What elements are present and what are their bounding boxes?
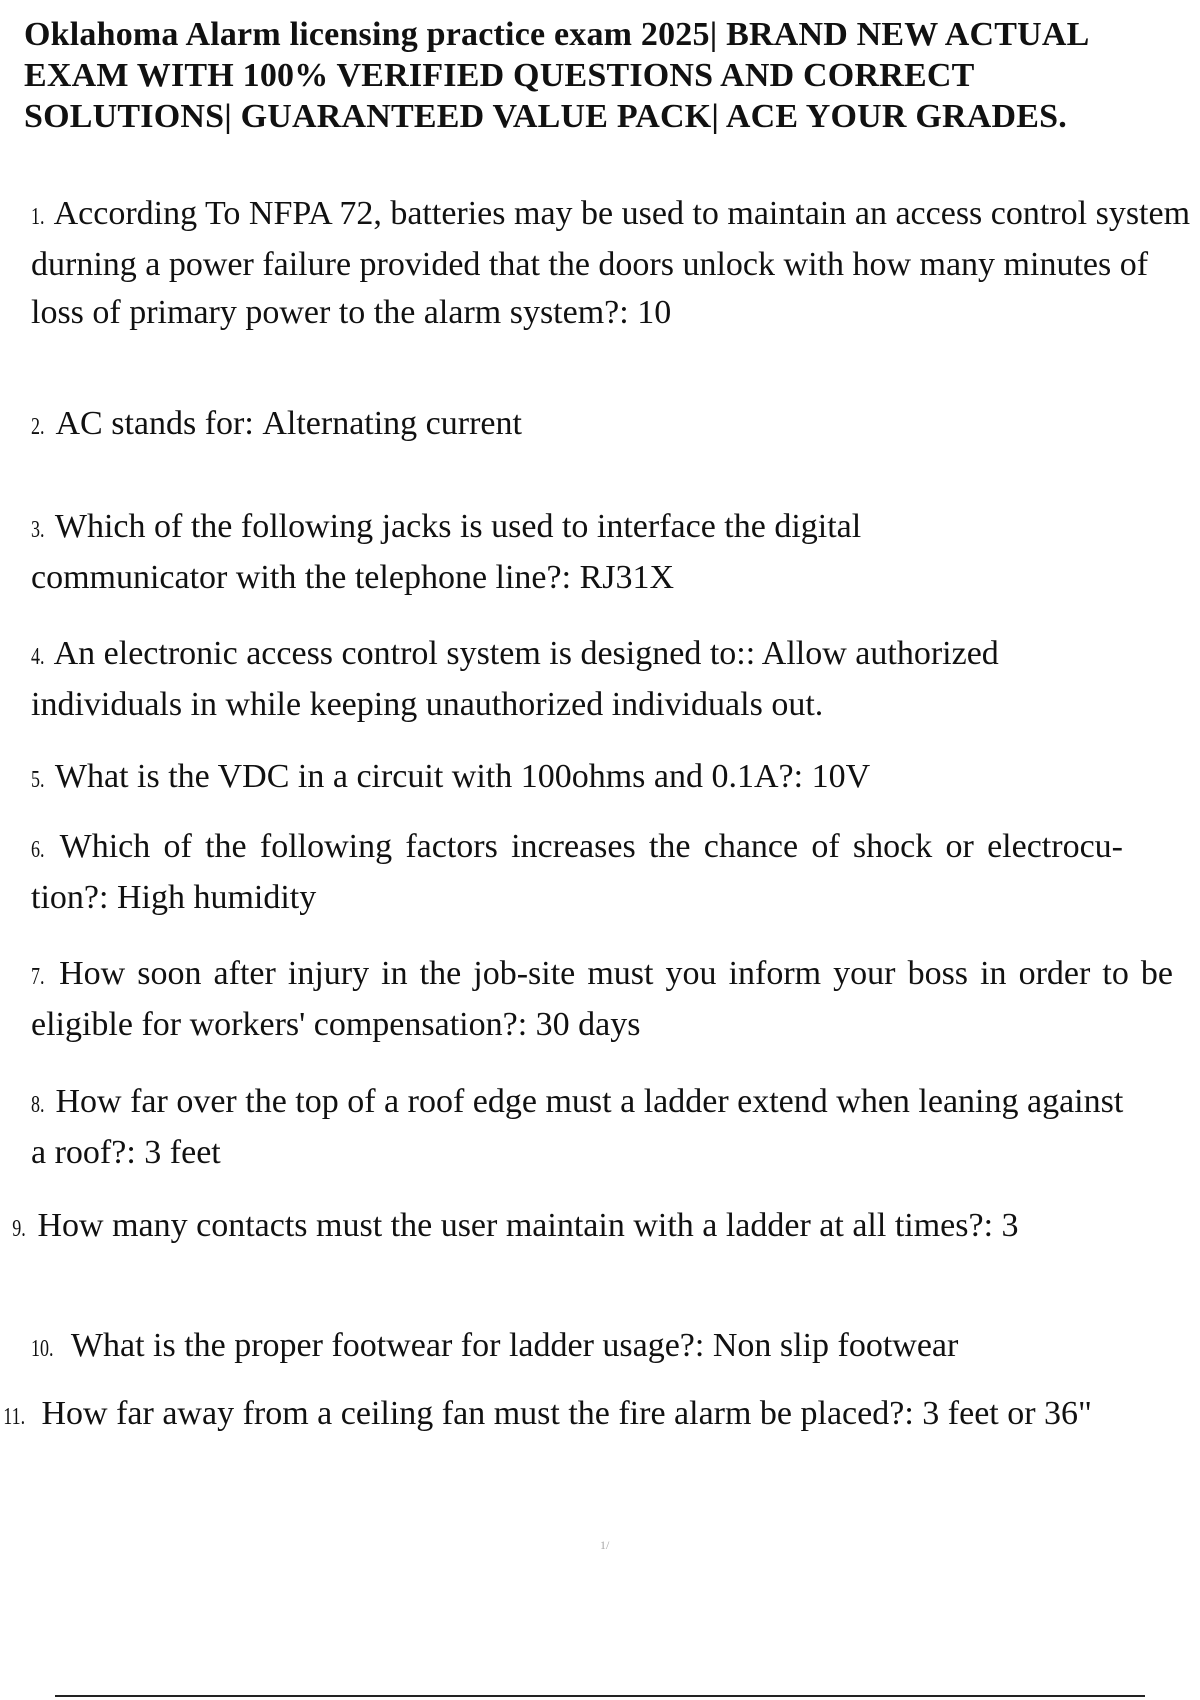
question-number: 1. — [31, 204, 45, 230]
question-answer: 3 — [1001, 1207, 1019, 1244]
question-item-6 — [31, 823, 1123, 922]
question-answer: 10 — [637, 294, 672, 331]
question-answer: Alternating current — [262, 405, 522, 442]
question-answer: High humidity — [116, 879, 317, 916]
question-item-2 — [31, 400, 1199, 451]
question-answer: 3 feet or 36" — [922, 1395, 1092, 1432]
question-text: Which of the following factors increases the chance of shock or electrocu- tion?: — [31, 828, 1123, 916]
question-text: An electronic access control system is designed to:: — [53, 635, 756, 672]
question-item-9: 9. How many contacts must the user maintain with a ladder at all times?: 3 — [12, 1207, 1019, 1244]
question-number: 4. — [31, 644, 45, 670]
question-text: How far away from a ceiling fan must the fire alarm be placed?: — [41, 1395, 914, 1432]
question-text: What is the VDC in a circuit with 100ohms and 0.1A?: — [54, 758, 804, 795]
question-answer: 30 days — [535, 1006, 641, 1043]
question-text: What is the proper footwear for ladder usage?: — [70, 1327, 705, 1364]
question-item-1 — [31, 190, 1199, 337]
question-text: Which of the following jacks is used to interface the digital communicator with the telephone line?: — [31, 508, 862, 596]
question-item-5 — [31, 753, 1199, 804]
question-text: How far over the top of a roof edge must a ladder extend when leaning against a roof?: — [31, 1083, 1124, 1171]
question-text: AC stands for: — [55, 405, 254, 442]
question-number: 3. — [31, 517, 45, 543]
question-item-8 — [31, 1078, 1131, 1177]
question-number: 5. — [31, 767, 45, 793]
question-item-3 — [31, 503, 1051, 602]
question-answer: Non slip footwear — [712, 1327, 959, 1364]
question-text: How many contacts must the user maintain with a ladder at all times?: — [37, 1207, 994, 1244]
question-answer: 10V — [811, 758, 871, 795]
question-number: 2. — [31, 414, 45, 440]
question-item-4 — [31, 630, 1091, 729]
footer-divider — [55, 1695, 1145, 1697]
question-answer: 3 feet — [144, 1134, 221, 1171]
document-title: Oklahoma Alarm licensing practice exam 2025| BRAND NEW ACTUAL EXAM WITH 100% VERIFIED QUESTIONS AND CORRECT SOLUTIONS| GUARANTEED VALUE PACK| ACE YOUR GRADES. — [24, 16, 1088, 135]
question-answer: RJ31X — [579, 559, 675, 596]
question-number: 7. — [31, 964, 45, 990]
question-number: 8. — [31, 1092, 45, 1118]
question-number: 6. — [31, 837, 45, 863]
question-text: According To NFPA 72, batteries may be used to maintain an access control system durning a power failure provided that the doors unlock with how many minutes of loss of primary power to the alarm system?: — [31, 195, 1191, 331]
question-answer: Allow authorized individuals in while keeping unauthorized individuals out. — [31, 635, 999, 723]
question-item-10 — [31, 1322, 1199, 1373]
page-number: 1/ — [600, 1538, 610, 1552]
question-text: How soon after injury in the job-site must you inform your boss in order to be eligible for workers' compensation?: — [31, 955, 1174, 1043]
question-item-7 — [31, 950, 1173, 1049]
question-number: 10. — [31, 1336, 54, 1362]
question-item-11: 11. How far away from a ceiling fan must the fire alarm be placed?: 3 feet or 36" — [3, 1395, 1092, 1432]
